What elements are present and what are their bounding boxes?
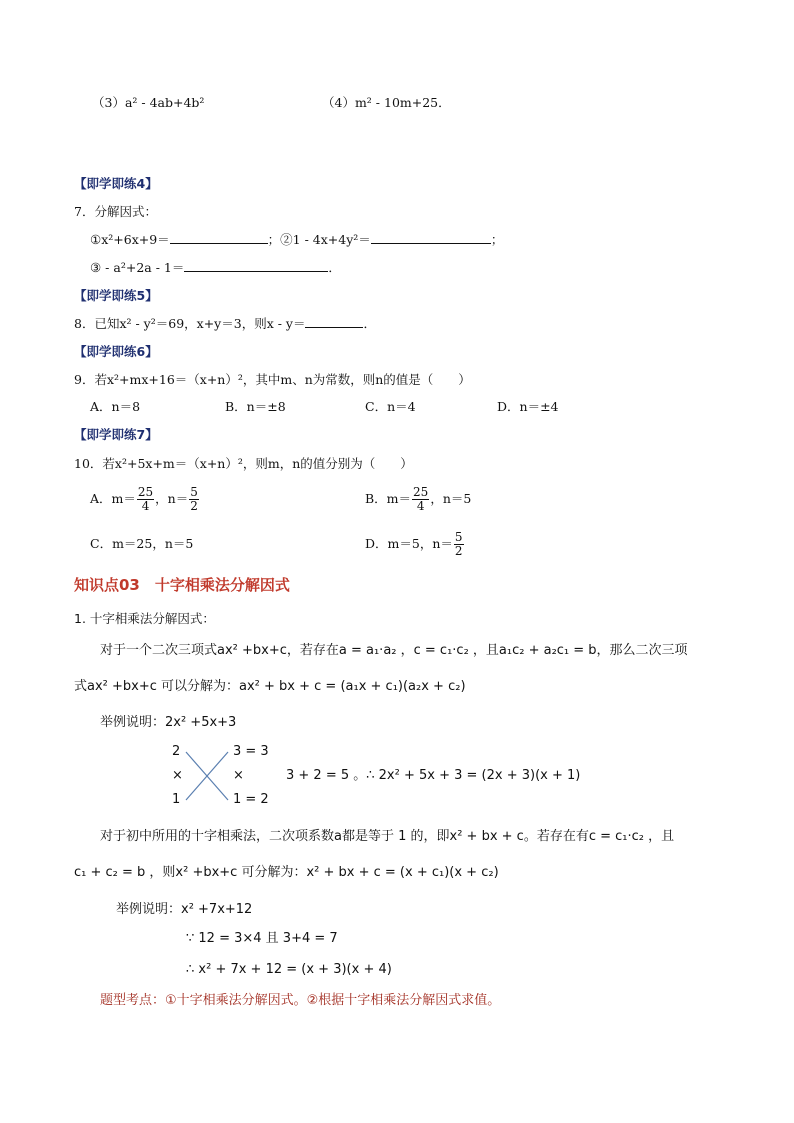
example-2-title: 举例说明：x² +7x+12: [116, 902, 253, 917]
q9-option-d[interactable]: D．n＝±4: [497, 399, 559, 414]
q9-option-c[interactable]: C．n＝4: [365, 399, 416, 414]
section-item-1: 1. 十字相乘法分解因式：: [74, 611, 215, 626]
q10-b-prefix: B．m＝: [365, 491, 412, 506]
cross-result: 3 + 2 = 5 。∴ 2x² + 5x + 3 = (2x + 3)(x + 1): [286, 768, 581, 783]
fraction-numerator: 25: [413, 485, 429, 499]
q7-b-text: ；②1 - 4x+4y²＝: [267, 232, 371, 247]
fraction: [189, 486, 199, 513]
fraction-denominator: 2: [454, 544, 463, 558]
q7-c-text: ③ - a²+2a - 1＝: [90, 260, 185, 275]
q7-b-end: ；: [490, 232, 504, 247]
q9-option-b[interactable]: B．n＝±8: [225, 399, 286, 414]
q10-option-c[interactable]: C．m＝25，n＝5: [90, 536, 194, 551]
cross-right-top: 3 = 3: [233, 744, 269, 759]
paragraph-1-line-1: 对于一个二次三项式ax² +bx+c，若存在a = a₁·a₂ ，c = c₁·c₂ ，且a₁c₂ + a₂c₁ = b，那么二次三项: [100, 643, 688, 658]
q10-option-d[interactable]: [365, 529, 465, 559]
cross-left-bot: 1: [172, 792, 181, 807]
answer-blank[interactable]: [170, 231, 268, 244]
q10-d-prefix: D．m＝5，n＝: [365, 536, 453, 551]
cross-multiplication-diagram: [184, 750, 230, 802]
q10-option-b[interactable]: [365, 484, 471, 514]
q7-c-end: ．: [328, 260, 341, 275]
q9-option-a[interactable]: A．n＝8: [90, 399, 141, 414]
question-9: 9．若x²+mx+16＝（x+n）²，其中m、n为常数，则n的值是（ ）: [74, 372, 471, 387]
example-1-title: 举例说明：2x² +5x+3: [100, 715, 237, 730]
fraction: [412, 486, 429, 513]
q10-option-a[interactable]: [90, 484, 200, 514]
section-heading: 知识点03 十字相乘法分解因式: [74, 576, 290, 594]
answer-blank[interactable]: [184, 259, 328, 272]
q7-a-text: ①x²+6x+9＝: [90, 232, 170, 247]
because-line: ∵ 12 = 3×4 且 3+4 = 7: [186, 931, 338, 946]
answer-blank[interactable]: [305, 315, 363, 328]
practice-5-tag: 【即学即练5】: [74, 288, 158, 303]
answer-blank[interactable]: [371, 231, 491, 244]
question-10: 10．若x²+5x+m＝（x+n）²，则m，n的值分别为（ ）: [74, 456, 413, 471]
cross-right-mid: ×: [233, 768, 244, 783]
paragraph-1-line-2: 式ax² +bx+c 可以分解为：ax² + bx + c = (a₁x + c₁)(a₂x + c₂): [74, 679, 466, 694]
fraction-denominator: 2: [190, 499, 198, 513]
cross-right-bot: 1 = 2: [233, 792, 269, 807]
item-4: （4）m² - 10m+25．: [322, 95, 451, 110]
question-7-part-c: [90, 259, 341, 277]
item-3: （3）a² - 4ab+4b²: [92, 95, 205, 110]
question-8: [74, 315, 376, 333]
fraction-numerator: 5: [454, 530, 463, 544]
exam-points: 题型考点：①十字相乘法分解因式。②根据十字相乘法分解因式求值。: [100, 993, 501, 1008]
q10-a-mid: ，n＝: [155, 491, 189, 506]
practice-4-tag: 【即学即练4】: [74, 176, 158, 191]
paragraph-2-line-2: c₁ + c₂ = b ，则x² +bx+c 可分解为：x² + bx + c = (x + c₁)(x + c₂): [74, 865, 499, 880]
q8-text: 8．已知x² - y²＝69，x+y＝3，则x - y＝: [74, 316, 306, 331]
paragraph-2-line-1: 对于初中所用的十字相乘法，二次项系数a都是等于 1 的，即x² + bx + c。若存在有c = c₁·c₂ ，且: [100, 829, 675, 844]
fraction-denominator: 4: [416, 499, 425, 513]
question-7-part-a: [90, 231, 503, 249]
q10-a-prefix: A．m＝: [90, 491, 136, 506]
practice-7-tag: 【即学即练7】: [74, 427, 158, 442]
fraction: [137, 486, 154, 513]
practice-6-tag: 【即学即练6】: [74, 344, 158, 359]
fraction-denominator: 4: [141, 499, 150, 513]
fraction: [454, 531, 464, 558]
fraction-numerator: 5: [190, 485, 198, 499]
question-7-title: 7．分解因式：: [74, 204, 157, 219]
cross-left-mid: ×: [172, 768, 183, 783]
therefore-line: ∴ x² + 7x + 12 = (x + 3)(x + 4): [186, 962, 392, 977]
cross-left-top: 2: [172, 744, 181, 759]
q10-b-end: ，n＝5: [430, 491, 472, 506]
q8-end: ．: [363, 316, 376, 331]
fraction-numerator: 25: [137, 485, 154, 499]
